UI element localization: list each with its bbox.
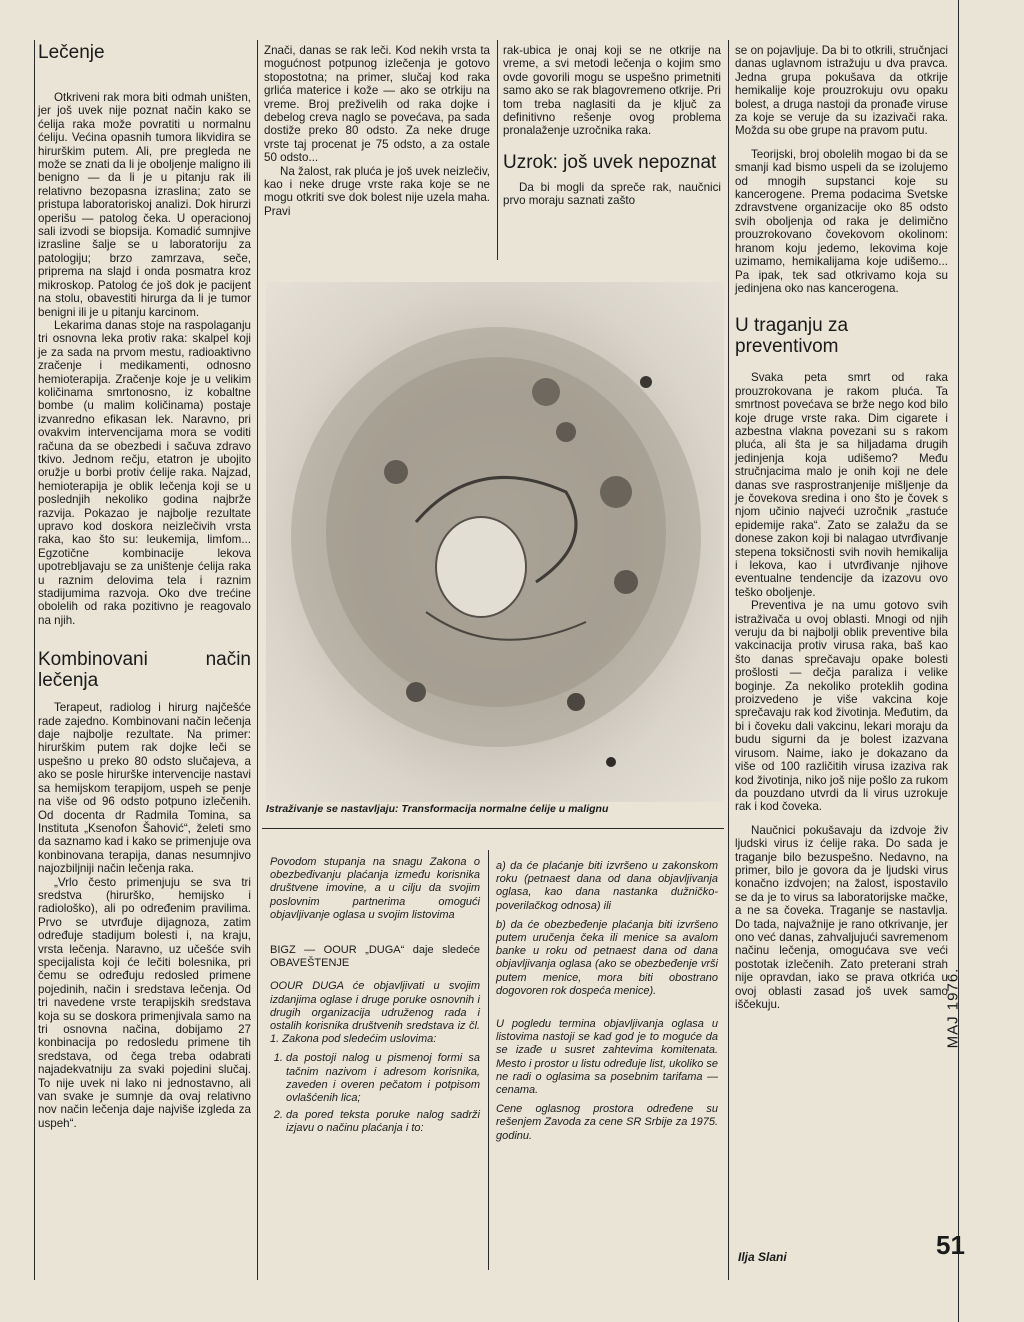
paragraph: rak-ubica je onaj koji se ne otkrije na vreme, a svi metodi lečenja o kojim smo ovde govorili mogu se uspešno primetniti samo ako se rak blagovremeno otkrije. Pri tom treba naglasiti da je ključ za definitivno rešenje ovog problema pronalaženje uzročnika raka. [503, 44, 721, 138]
paragraph: Preventiva je na umu gotovo svih istraživača u ovoj oblasti. Mnogi od njih veruju da bi najbolji oblik preventive bila vakcinacija protiv virusa raka, baš kao što danas sprečavaju opake bolesti prošlosti — dečja paraliza i velike boginje. Za nekoliko proteklih godina proizvedeno je više vakcina koje sprečavaju rak kod životinja. Međutim, da bi i čoveku dali vakcinu, lekari moraju da budu sigurni da je bolest izazvana virusom. Naime, iako je dokazano da više od 100 različitih virusa izaziva rak kod životinja, niko još nije pošlo za rukom da pouzdano utvrdi da li virus uzrokuje rak i kod čoveka. [735, 599, 948, 814]
notice-rule [262, 828, 724, 829]
column-3 [503, 44, 721, 208]
cell-image [266, 282, 724, 802]
notice-intro: Povodom stupanja na snagu Zakona o obezbeđivanju plaćanja između korisnika društvene imovine, a u cilju da svojim poslovnim partnerima omogući objavljivanje oglasa u svojim listovima [270, 856, 480, 921]
notice-divider [488, 850, 489, 1270]
paragraph: Lekarima danas stoje na raspolaganju tri osnovna leka protiv raka: skalpel koji je za sada na prvom mestu, radioaktivno zračenje i medikamenti, odnosno hemioterapija. Zračenje koje je u velikim količinama smrtonosno, iz kobaltne bombe (u malim količinama) postaje izvanredno efikasan lek. Naravno, pri ovakvim intervencijama mora se voditi računa da se obezbedi i sačuva zdravo tkivo. Jednom rečju, etatron je ubojito oružje u borbi protiv ćelije raka. Najzad, hemioterapija je oblik lečenja koji se u poslednjih nekoliko godina najbrže razvija. Pokazao je najbolje rezultate upravo kod doskora neizlečivih vrsta raka, kao što su: leukemija, limfom... Egzotične kombinacije lekova upotrebljavaju se za uništenje ćelija raka u raznim delovima tela i raznim stadijumima razvoja. Oko dve trećine obolelih od raka pozitivno je reagovalo na njih. [38, 318, 251, 627]
notice-right [496, 860, 718, 1149]
paragraph: Svaka peta smrt od raka prouzrokovana je rakom pluća. Ta smrtnost povećava se brže nego kod bilo koje druge vrste raka. Dim cigarete i azbestna vlakna povezani su s rakom pluća, ali šta je sa hiljadama drugih jedinjenja koja udišemo? Među stručnjacima malo je onih koji ne dele danas sve rasprostranjenije mišljenje da je čovekova sredina i ono što je čovek s njom učinio najveći uzročnik „rastuće epidemije raka“. Zato se zalažu da se donese zakon koji bi nalagao utvrđivanje stepena toksičnosti svih novih hemikalija i lekova, kao i utvrđivanje njihove eventualne tendencije da izazovu ovo teško oboljenje. [735, 371, 948, 599]
issue-date [938, 968, 968, 1048]
notice-heading: BIGZ — OOUR „DUGA“ daje sledeće OBAVEŠTENJE [270, 944, 480, 970]
section-title-preventiva: U traganju za preventivom [735, 315, 849, 358]
photo-caption: Istraživanje se nastavljaju: Transformacija normalne ćelije u malignu [266, 803, 609, 815]
paragraph: Terapeut, radiolog i hirurg najčešće rade zajedno. Kombinovani način lečenja daje najbolje rezultate. Na primer: hirurškim putem rak dojke leči se uspešno u preko 80 odsto slučajeva, a ako se posle hirurške intervencije nastavi sa hemijskom terapijom, uspeh se penje na više od 96 odsto potpuno izlečenih. Od docenta dr Radmila Tomina, sa Instituta „Ksenofon Šahović“, želeti smo da saznamo kad i kako se primenjuje ova konbinovana terapija, danas nesumnjivo najozbiljniji način lečenja raka. [38, 701, 251, 876]
paragraph: Naučnici pokušavaju da izdvoje živ ljudski virus iz ćelije raka. Do sada je traganje bilo bezuspešno. Nedavno, na primer, bilo je govora da je ljudski virus konačno izdvojen; na žalost, ispostavilo se da je to virus sa laboratorijske mačke, a ne sa čoveka. Traganje se nastavlja. Do tada, najvažnije je rano otkrivanje, jer ono već danas, zahvaljujući savremenom načinu lečenja, omogućava sve veći postotak izlečenih. Zato preterani strah nije opravdan, iako se prava otkrića u ovoj oblasti zasad još uvek samo iščekuju. [735, 823, 948, 1011]
paragraph: Otkriveni rak mora biti odmah uništen, jer još uvek nije poznat način kako se ćelija raka može povratiti u normalnu ćeliju. Većina opasnih tumora likvidira se hirurškim putem. Ali, pre pregleda ne može se znati da li je oboljenje maligno ili benigno — da li je u pitanju rak ili relativno bezopasna izraslina; zato se pristupa laboratoriskoj analizi. Dok hirurzi operišu — patolog čeka. U operacionoj sali izvodi se biopsija. Komadić sumnjive izrasline šalje se u laboratoriju za patologiju; brzo zamrzava, seče, priprema na slajd i onda posmatra kroz mikroskop. Patolog će još dok je pacijent na stolu, obavestiti hirurga da li je tumor benigni ili je u pitanju karcinom. [38, 91, 251, 319]
column-rule [497, 40, 498, 260]
notice-item: 2. da pored teksta poruke nalog sadrži izjavu o načinu plaćanja i to: [286, 1109, 480, 1135]
issue-date-text: MAJ 1976. [944, 967, 962, 1049]
paragraph: se on pojavljuje. Da bi to otkrili, stručnjaci danas uglavnom istražuju u dva pravca. Jedna grupa pokušava da otkrije hemikalije koje prouzrokuju ovu opaku bolest, a druga nastoji da pronađe viruse za koje se veruje da su izazivači raka. Možda su obe grupe na pravom putu. [735, 44, 948, 138]
notice-left [270, 856, 480, 1140]
section-title-kombinovani: Kombinovani način lečenja [38, 649, 251, 692]
notice-body: OOUR DUGA će objavljivati u svojim izdanjima oglase i druge poruke osnovnih i drugih organizacija udruženog rada i ostalih korisnika društvenih sredstava iz čl. 1. Zakona pod sledećim uslovima: [270, 980, 480, 1046]
column-rule [728, 40, 729, 1280]
paragraph: „Vrlo često primenjuju se sva tri sredstva (hirurško, hemijsko i radiološko), ali po određenim pravilima. Prvo se utvrđuje dijagnoza, zatim određuje stadijum bolesti i, na kraju, vrsta lečenja. Naravno, uz učešće svih specijalista koji će lečiti bolesnika, pri čemu se određuju redosled primene pojedinih, način i sredstava lečenja. Od tri navedene vrste terapijskih sredstava koja su se doskora primenjivala samo na tri osnovna načina, dobijamo 27 konbinacija po redosledu primene tih sredstava, od čega treba odabrati najadekvatniju za svaki pojedini slučaj. To nije uvek ni lako ni jednostavno, ali van svake je sumnje da ovaj relativno nov način lečenja daje najviše izgleda za uspeh“. [38, 875, 251, 1130]
notice-condition-b: b) da će obezbeđenje plaćanja biti izvršeno putem uručenja čeka ili menice sa avalom banke u roku od petnaest dana od dana objavljivanja oglasa (ako se obezbeđenje vrši putem menice, mora biti obostrano dogovoren rok dospeća menice). [496, 918, 718, 997]
column-1 [38, 42, 251, 1130]
notice-paragraph: U pogledu termina objavljivanja oglasa u listovima nastoji se kad god je to moguće da se izađe u susret zahtevima komitenata. Mesto i prostor u listu određuje list, ukoliko se ne radi o oglasima sa posebnim tarifama — cenama. [496, 1018, 718, 1097]
section-title-lecenje: Lečenje [38, 42, 105, 63]
notice-condition-a: a) da će plaćanje biti izvršeno u zakonskom roku (petnaest dana od dana objavljivanja oglasa, kao dana nastanka dužničko-poverilačkog odnosa) ili [496, 860, 718, 912]
paragraph: Teorijski, broj obolelih mogao bi da se smanji kad bismo uspeli da se izolujemo od mnogih supstanci koje su kancerogene. Prema podacima Svetske zdravstvene organizacije oko 85 odsto svih oboljenja od raka je delimično prouzrokovano čovekovom okolinom: hranom koju jedemo, lekovima koje uzimamo, hemikalijama koje udišemo... Pa ipak, tek sad otkrivamo koja su jedinjena oko nas kancerogena. [735, 147, 948, 295]
column-rule [257, 40, 258, 1280]
paragraph: Na žalost, rak pluća je još uvek neizlečiv, kao i neke druge vrste raka koje se ne mogu otkriti sve dok bolest nije uzela maha. Pravi [264, 164, 490, 218]
page-number: 51 [936, 1230, 965, 1260]
notice-item: 1. da postoji nalog u pismenoj formi sa tačnim nazivom i adresom korisnika, zaveden i overen pečatom i potpisom ovlašćenih lica; [286, 1052, 480, 1105]
notice-paragraph: Cene oglasnog prostora određene su rešenjem Zavoda za cene SR Srbije za 1975. godinu. [496, 1103, 718, 1142]
section-title-uzrok: Uzrok: još uvek nepoznat [503, 151, 717, 173]
paragraph: Da bi mogli da spreče rak, naučnici prvo moraju saznati zašto [503, 180, 721, 208]
micrograph-photo [266, 282, 724, 802]
paragraph: Znači, danas se rak leči. Kod nekih vrsta ta mogućnost potpunog izlečenja je gotovo stopostotna; na primer, slučaj kod raka grlića materice i kože — ako se otrkiju na vreme. Broj preživelih od raka dojke i debelog creva naglo se povećava, pa sada dostiže preko 80 odsto. Za neke druge vrste taj procenat je 75 odsto, a za ostale 50 odsto... [264, 44, 490, 165]
column-rule [34, 40, 35, 1280]
column-2 [264, 44, 490, 218]
author-name: Ilja Slani [738, 1250, 787, 1264]
column-4 [735, 44, 948, 1011]
column-rule [958, 0, 959, 1322]
